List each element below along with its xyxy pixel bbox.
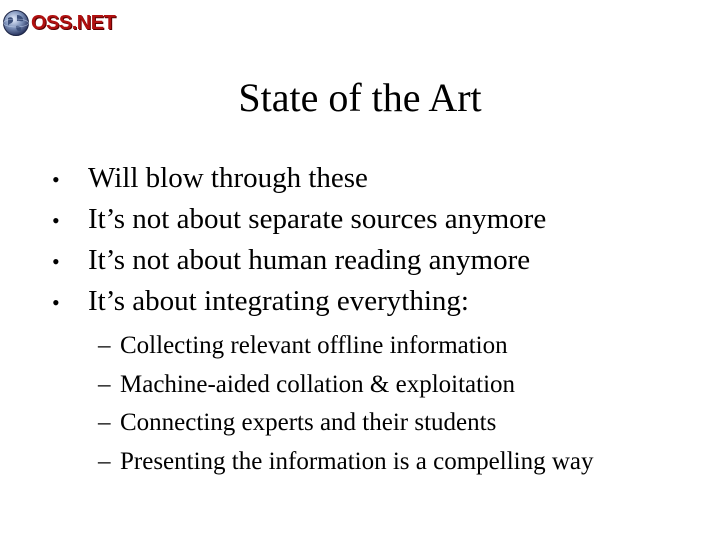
- logo-text: OSS.NET: [31, 12, 116, 34]
- subbullet-text: Collecting relevant offline information: [120, 332, 508, 359]
- bullet-text: Will blow through these: [88, 162, 368, 194]
- bullet-marker: •: [52, 249, 60, 274]
- subbullet-item: [98, 327, 594, 366]
- bullet-item: [52, 240, 546, 281]
- bullet-list: [52, 158, 546, 322]
- bullet-text: It’s not about human reading anymore: [88, 244, 531, 276]
- subbullet-item: [98, 443, 594, 482]
- subbullet-text: Machine-aided collation & exploitation: [120, 370, 516, 398]
- subbullet-text: Presenting the information is a compelling way: [120, 447, 594, 475]
- bullet-item: [52, 158, 546, 199]
- dash-marker: –: [98, 332, 111, 359]
- bullet-item: [52, 199, 546, 240]
- bullet-marker: •: [52, 290, 60, 315]
- logo: [2, 6, 115, 40]
- bullet-text: It’s about integrating everything:: [88, 285, 469, 317]
- subbullet-list: [98, 327, 594, 481]
- globe-icon: [2, 9, 30, 37]
- bullet-text: It’s not about separate sources anymore: [88, 203, 547, 235]
- bullet-marker: •: [52, 167, 60, 192]
- dash-marker: –: [98, 447, 111, 475]
- bullet-item: [52, 281, 546, 322]
- subbullet-text: Connecting experts and their students: [120, 409, 497, 436]
- slide-title: State of the Art: [238, 75, 482, 120]
- subbullet-item: [98, 404, 594, 443]
- dash-marker: –: [98, 370, 111, 398]
- dash-marker: –: [98, 409, 111, 436]
- subbullet-item: [98, 366, 594, 405]
- bullet-marker: •: [52, 208, 60, 233]
